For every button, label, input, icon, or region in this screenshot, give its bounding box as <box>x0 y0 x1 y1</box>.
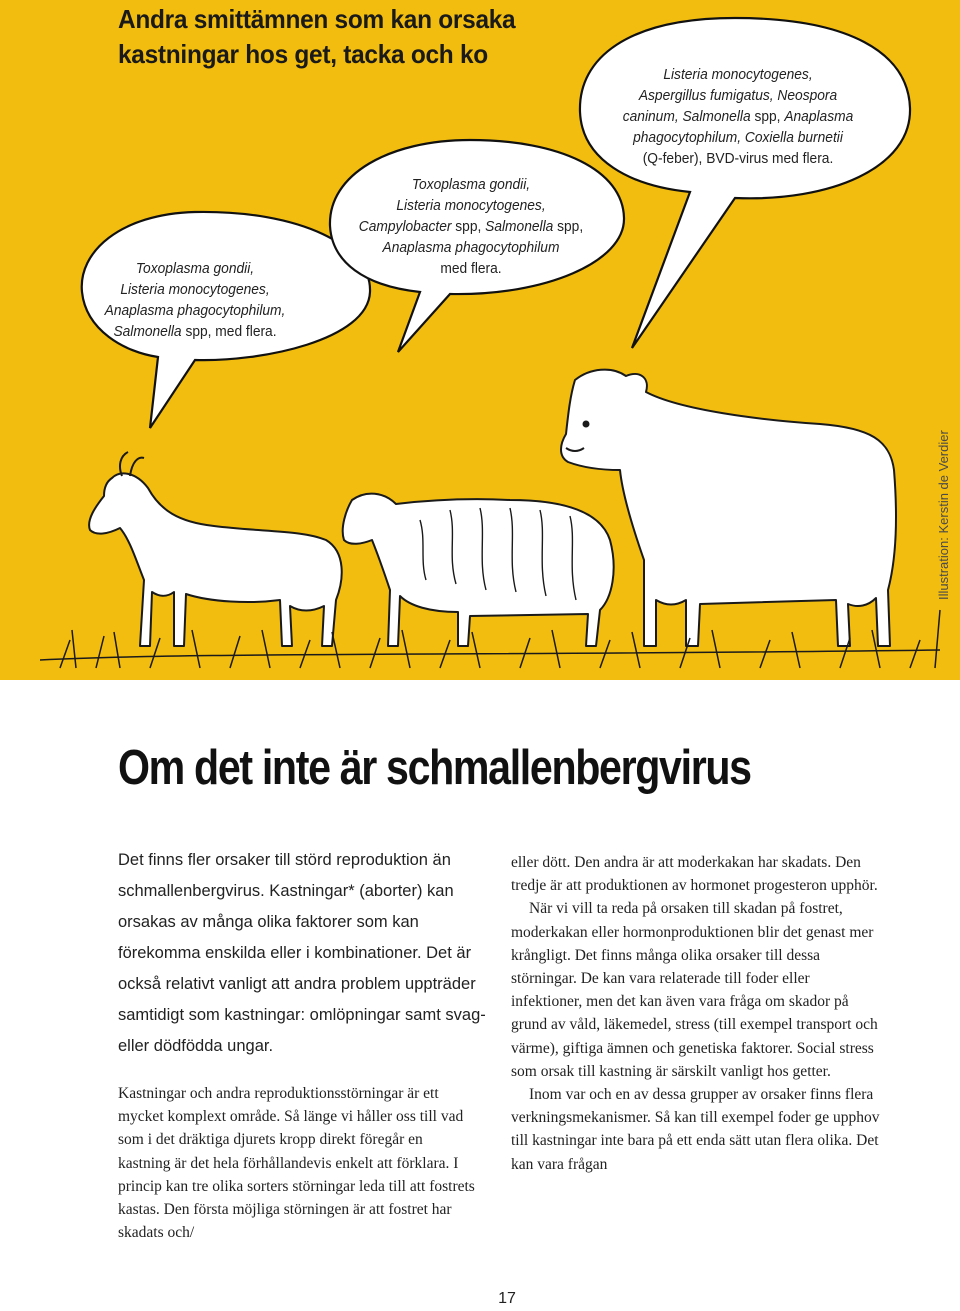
sheep-bubble-line3a: Campylobacter <box>358 219 452 235</box>
sheep-bubble-line4: Anaplasma phagocytophilum <box>382 240 560 256</box>
goat-bubble-line4b: spp, med flera. <box>181 324 277 340</box>
section-heading: Om det inte är schmallenbergvirus <box>118 741 751 795</box>
cow-bubble-line4: phagocytophilum, Coxiella burnetii <box>633 130 843 146</box>
cow-bubble-line3a: caninum, Salmonella <box>622 109 751 125</box>
sheep-bubble-line3d: spp, <box>553 219 584 235</box>
body-column-left <box>118 1082 478 1244</box>
sheep-bubble-line1: Toxoplasma gondii, <box>411 177 531 193</box>
lead-paragraph: Det finns fler orsaker till störd reproduktion än schmallenbergvirus. Kastningar* (aborter) kan orsakas av många olika faktorer som kan förekomma enskilda eller i kombinationer. Det är också relativt vanligt att andra problem uppträder samtidigt som kastningar: omlöpningar samt svag- eller dödfödda ungar. <box>118 851 486 1055</box>
goat-drawing <box>89 452 342 646</box>
illustration-credit: Illustration: Kerstin de Verdier <box>936 430 951 600</box>
column2-paragraph3: Inom var och en av dessa grupper av orsaker finns flera verkningsmekanismer. Så kan till exempel foder ge upphov till kastningar inte bara på ett enda sätt utan flera olika. Det kan vara frågan <box>511 1086 880 1173</box>
sheep-bubble-line3c: Salmonella <box>485 219 554 235</box>
page-number: 17 <box>498 1290 516 1307</box>
column2-paragraph1: eller dött. Den andra är att moderkakan har skadats. Den tredje är att produktionen av hormonet progesteron upphör. <box>511 854 878 895</box>
cow-bubble-line2: Aspergillus fumigatus, Neospora <box>638 88 838 104</box>
cow-bubble-line3b: spp, <box>750 109 785 125</box>
goat-bubble-line2: Listeria monocytogenes, <box>120 282 270 298</box>
cow-bubble-line1: Listeria monocytogenes, <box>663 67 813 83</box>
column2-paragraph2: När vi vill ta reda på orsaken till skadan på fostret, moderkakan eller hormonproduktionen blir det genast mer krångligt. Det finns många olika orsaker till dessa störningar. De kan vara relaterade till foder eller infektioner, men det kan även vara fråga om skador på grund av våld, läkemedel, stress (till exempel transport och värme), giftiga ämnen och genetiska faktorer. Social stress som orsak till kastning är särskilt vanligt hos getter. <box>511 900 878 1080</box>
banner-title <box>118 2 515 72</box>
sheep-bubble-line2: Listeria monocytogenes, <box>396 198 546 214</box>
cow-drawing <box>561 370 896 646</box>
column1-paragraph1: Kastningar och andra reproduktionsstörningar är ett mycket komplext område. Så länge vi håller oss till vad som i det dräktiga djurets kropp direkt föregår en kastning är det hela förhållandevis enkelt att förklara. I princip kan tre olika sorters störningar leda till att fostrets kastas. Den första möjliga störningen är att fostret har skadats och/ <box>118 1085 475 1242</box>
sheep-bubble-line5: med flera. <box>440 261 502 277</box>
cow-bubble-line3c: Anaplasma <box>784 109 854 125</box>
goat-bubble-line1: Toxoplasma gondii, <box>135 261 255 277</box>
body-column-right <box>511 851 881 1176</box>
goat-bubble-line4a: Salmonella <box>113 324 182 340</box>
banner-title-line1: Andra smittämnen som kan orsaka <box>118 4 516 34</box>
sheep-bubble-text <box>342 175 600 280</box>
banner-title-line2: kastningar hos get, tacka och ko <box>118 39 488 69</box>
goat-bubble-text <box>97 259 293 343</box>
cow-bubble-line5: (Q-feber), BVD-virus med flera. <box>642 151 834 167</box>
goat-bubble-line3: Anaplasma phagocytophilum, <box>104 303 286 319</box>
sheep-bubble-line3b: spp, <box>451 219 486 235</box>
sheep-drawing <box>343 494 614 646</box>
cow-bubble-text <box>597 65 878 170</box>
